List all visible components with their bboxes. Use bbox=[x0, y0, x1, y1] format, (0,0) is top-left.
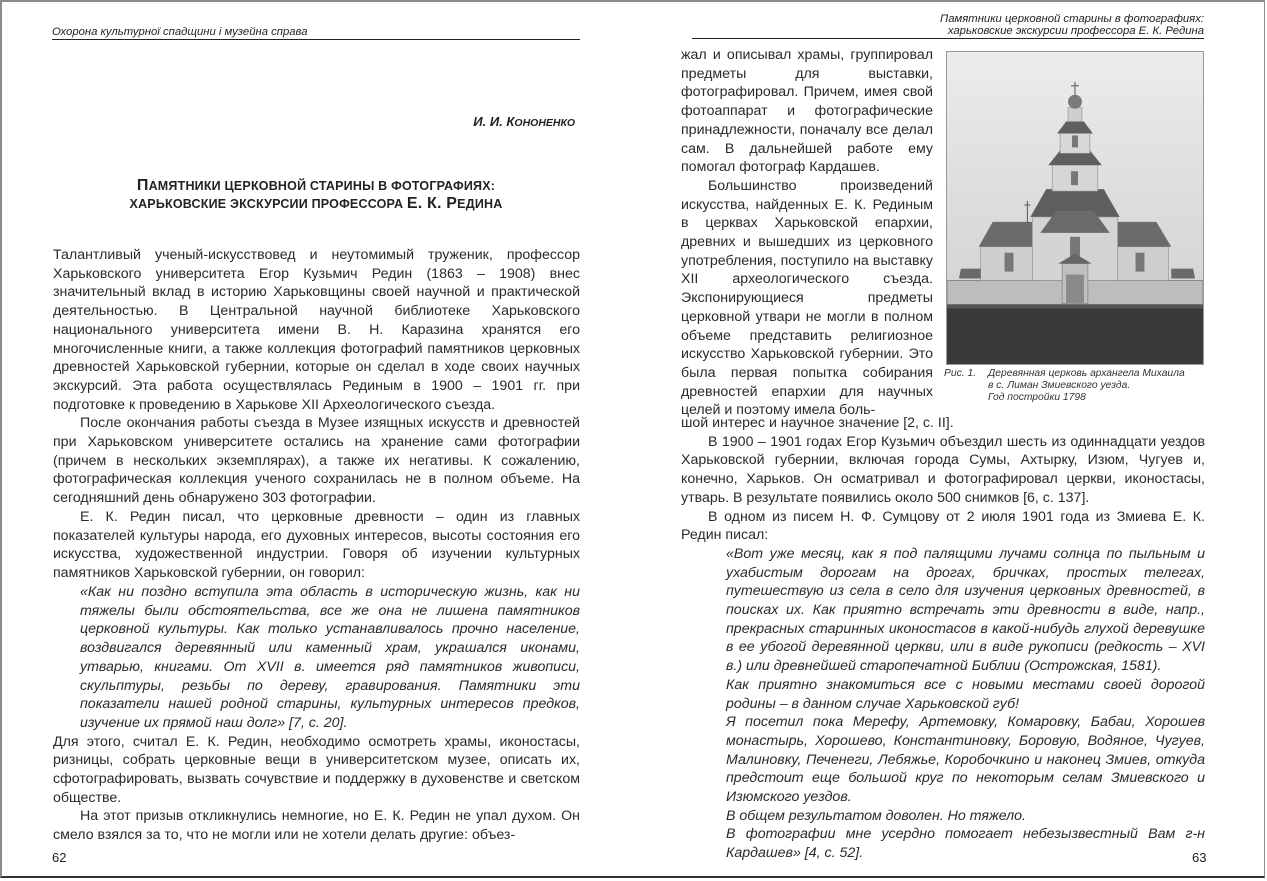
paragraph: В одном из писем Н. Ф. Сумцову от 2 июля 1901 года из Змиева Е. К. Редин писал: bbox=[681, 508, 1205, 544]
letter-quote: В фотографии мне усердно помогает небезызвестный Вам г-н Кардашев» [4, с. 52]. bbox=[726, 826, 1205, 862]
paragraph: В 1900 – 1901 годах Егор Кузьмич объездил шесть из одиннадцати уездов Харьковской губернии, включая города Сумы, Ахтырку, Изюм, Чугуев и, конечно, Харьков. Он осматривал и фотографировал церкви, иконостасы, утварь. В результате появились около 500 снимков [6, с. 137]. bbox=[681, 433, 1205, 506]
title-line-2 bbox=[52, 195, 580, 213]
paragraph: Е. К. Редин писал, что церковные древности – один из главных показателей культуры народа, его духовных интересов, высоты состояния его искусства, художественной индустрии. Говоря об изучении культурных памятников Харьковской губернии, он говорил: bbox=[53, 508, 580, 581]
right-header-rule bbox=[692, 38, 1204, 39]
article-title bbox=[52, 177, 580, 213]
title-initial-cap: П bbox=[136, 177, 149, 194]
title-line-2-text: ХАРЬКОВСКИЕ ЭКСКУРСИИ ПРОФЕССОРА bbox=[129, 197, 407, 211]
block-quote: «Как ни поздно вступила эта область в историческую жизнь, как ни тяжелы были обстоятельства, все же она не лишена памятников церковной культуры. Как только устанавливалось прочно население, воздвигался деревянный или каменный храм, украшался иконами, утварью, книгами. От XVII в. имеется ряд памятников живописи, скульптуры, резьбы по дереву, гравирования. Памятники эти показатели нашей родной старины, культурных интересов предков, изучение их прямой наш долг» [7, с. 20]. bbox=[80, 584, 580, 731]
running-head-line-1: Памятники церковной старины в фотографиях: bbox=[940, 13, 1204, 25]
author-initials: И. И. К bbox=[473, 114, 515, 129]
caption-line: в с. Лиман Змиевского уезда. bbox=[988, 380, 1131, 391]
paragraph: На этот призыв откликнулись немногие, но Е. К. Редин не упал духом. Он смело взялся за то, что не могли или не хотели делать другие: объез- bbox=[53, 808, 580, 844]
author-surname: ОНОНЕНКО bbox=[514, 117, 575, 129]
left-header-rule bbox=[52, 39, 580, 40]
letter-quote: «Вот уже месяц, как я под палящими лучами солнца по пыльным и ухабистым дорогам на дрогах, бричках, простых телегах, путешествую из села в село для изучения церковных древностей, в поисках их. Как приятно встречать эти древности в виде, напр., прекрасных старинных иконостасов в какой-нибудь глухой деревушке в ее убогой деревянной церкви, или в виде рукописи (редкость – XVI в.) или древнейшей старопечатной Библии (Острожская, 1581). bbox=[726, 545, 1205, 675]
paragraph: Для этого, считал Е. К. Редин, необходимо осмотреть храмы, иконостасы, ризницы, собрать церковные вещи в университетском музее, описать их, сфотографировать, вызвать сочувствие и поддержку в духовенстве и светском обществе. bbox=[53, 733, 580, 806]
paragraph: шой интерес и научное значение [2, с. II]. bbox=[681, 415, 954, 431]
running-head-line-2: харьковские экскурсии профессора Е. К. Редина bbox=[947, 25, 1204, 37]
right-running-head bbox=[692, 13, 1204, 37]
right-narrow-column bbox=[681, 46, 933, 420]
caption-line: Год постройки 1798 bbox=[988, 392, 1086, 403]
title-name-rest: ЕДИНА bbox=[457, 197, 503, 211]
paragraph: жал и описывал храмы, группировал предметы для выставки, фотографировал. Причем, имея свой фотоаппарат и фотографические принадлежности, поначалу все делал сам. В дальнейшей работе ему помогал фотограф Кардашев. bbox=[681, 47, 933, 176]
church-photo bbox=[946, 51, 1204, 365]
left-body-text-2 bbox=[53, 583, 580, 845]
title-line-1 bbox=[52, 177, 580, 195]
author-name bbox=[473, 114, 575, 129]
paragraph: После окончания работы съезда в Музее изящных искусств и древностей при Харьковском университете остались на хранение сами фотографии (причем в нескольких экземплярах), а также их негативы. К сожалению, фотографическая коллекция ученого сохранилась не в полном объеме. На сегодняшний день обнаружено 303 фотографии. bbox=[53, 415, 580, 507]
figure-caption bbox=[944, 368, 1209, 404]
left-body-text bbox=[53, 246, 580, 583]
title-line-1-text: АМЯТНИКИ ЦЕРКОВНОЙ СТАРИНЫ В ФОТОГРАФИЯХ: bbox=[148, 179, 496, 193]
figure-label: Рис. 1. bbox=[944, 368, 977, 379]
caption-line: Деревянная церковь архангела Михаила bbox=[988, 368, 1185, 379]
wooden-church-image bbox=[947, 52, 1203, 364]
caption-text bbox=[988, 368, 1209, 404]
paragraph: Талантливый ученый-искусствовед и неутомимый труженик, профессор Харьковского университета Егор Кузьмич Редин (1863 – 1908) внес значительный вклад в историю Харьковщины своей научной и практической деятельностью. В Центральной научной библиотеке Харьковского национального университета имени В. Н. Каразина хранятся его многочисленные книги, а также коллекция фотографий памятников церковных древностей Харьковской губернии, которые он сделал в ходе своих научных экскурсий. Эта работа осуществлялась Рединым в 1900 – 1901 гг. при подготовке к проведению в Харькове XII Археологического съезда. bbox=[53, 247, 580, 413]
letter-quote: В общем результатом доволен. Но тяжело. bbox=[726, 807, 1026, 824]
title-name-caps: Е. К. Р bbox=[406, 195, 458, 212]
right-wide-column bbox=[681, 414, 1205, 863]
letter-quote: Как приятно знакомиться все с новыми местами своей дорогой родины – в данном случае Харьковской губ! bbox=[726, 676, 1205, 712]
left-running-head: Охорона культурної спадщини і музейна справа bbox=[52, 26, 308, 38]
paragraph: Большинство произведений искусства, найденных Е. К. Рединым в церквах Харьковской епархии, древних и вышедших из церковного употребления, поступило на выставку XII археологического съезда. Экспонирующиеся предметы церковной утвари не могли в полном объеме представить религиозное искусство Харьковской губернии. Это была первая попытка собирания древностей епархии для научных целей и поэтому имела боль- bbox=[681, 177, 933, 419]
letter-quote: Я посетил пока Мерефу, Артемовку, Комаровку, Бабаи, Хорошев монастырь, Хорошево, Константиновку, Боровую, Водяное, Чугуев, Малиновку, Печенеги, Лебяжье, Коробочкино и наконец Змиев, откуда предстоит еще большой круг по некоторым селам Змиевского и Изюмского уездов. bbox=[726, 714, 1205, 806]
page-number-right: 63 bbox=[1192, 850, 1207, 865]
page-number-left: 62 bbox=[52, 850, 67, 865]
